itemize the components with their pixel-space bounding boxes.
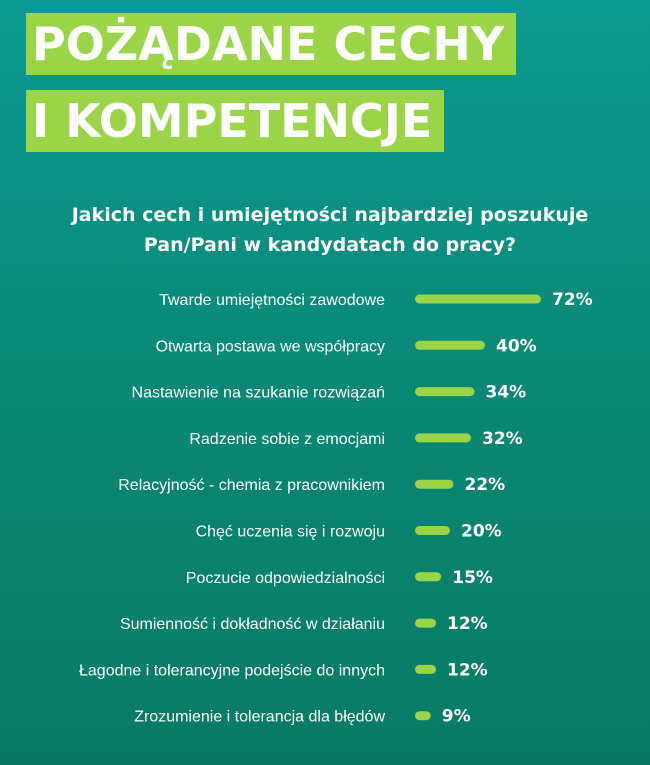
category-label: Twarde umiejętności zawodowe [159, 292, 385, 309]
bar [415, 480, 454, 489]
value-label: 40% [496, 336, 537, 357]
category-label: Łagodne i tolerancyjne podejście do innych [79, 662, 385, 680]
bar [415, 341, 485, 350]
page-title-line-2: I KOMPETENCJE [26, 90, 444, 152]
chart-title-line-2: Pan/Pani w kandydatach do pracy? [143, 234, 517, 256]
value-label: 15% [452, 567, 493, 588]
bar [415, 526, 450, 535]
value-label: 20% [461, 521, 502, 542]
bar [415, 433, 471, 442]
category-label: Zrozumienie i tolerancja dla błędów [134, 708, 385, 726]
category-label: Otwarta postawa we współpracy [155, 338, 385, 356]
bar [415, 619, 436, 628]
chart-title-line-1: Jakich cech i umiejętności najbardziej poszukuje [71, 204, 589, 226]
category-label: Radzenie sobie z emocjami [189, 430, 385, 448]
category-label: Poczucie odpowiedzialności [185, 569, 385, 587]
value-label: 12% [447, 660, 488, 681]
bar [415, 295, 541, 304]
value-label: 22% [464, 475, 506, 496]
category-label: Chęć uczenia się i rozwoju [195, 523, 385, 541]
value-label: 72% [552, 290, 593, 310]
value-label: 12% [447, 614, 488, 635]
bar [415, 572, 441, 581]
value-label: 32% [482, 428, 523, 449]
category-label: Nastawienie na szukanie rozwiązań [131, 384, 385, 402]
category-label: Relacyjność - chemia z pracownikiem [118, 477, 385, 495]
bar [415, 387, 475, 396]
bar [415, 711, 431, 720]
category-label: Sumienność i dokładność w działaniu [119, 616, 385, 634]
value-label: 34% [485, 382, 527, 403]
bar [415, 665, 436, 674]
page-title-line-1: POŻĄDANE CECHY [26, 13, 516, 75]
value-label: 9% [441, 706, 471, 727]
